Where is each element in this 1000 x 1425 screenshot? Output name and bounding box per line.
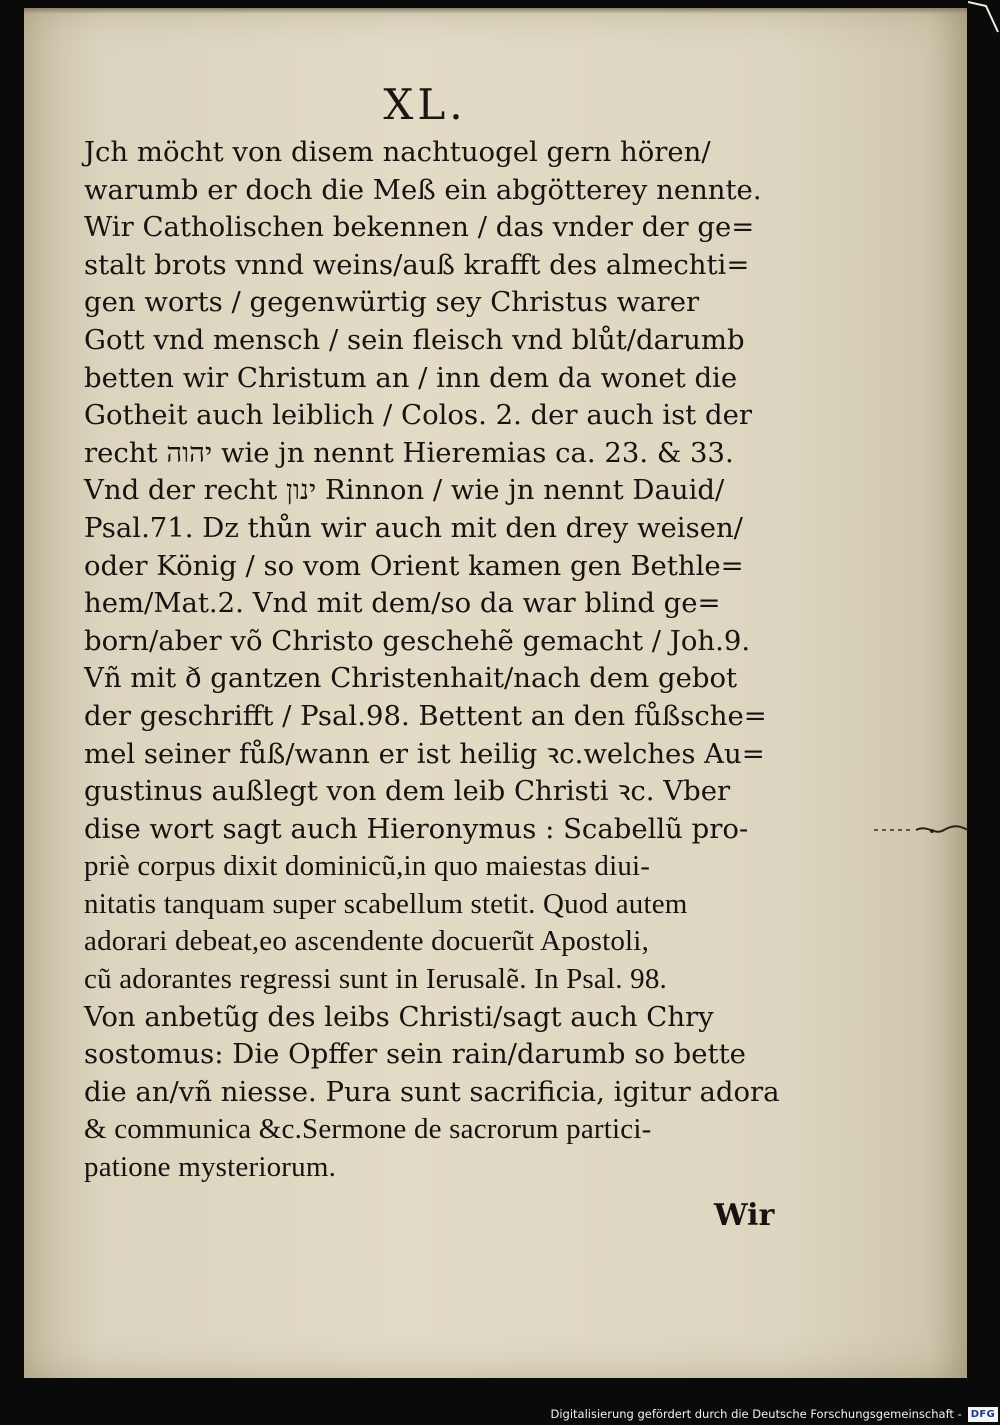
text-line-latin: patione mysteriorum. xyxy=(84,1151,337,1184)
text-line: mel seiner fůß/wann er ist heilig ꝛc.welches Au= xyxy=(84,737,765,770)
text-line: Wir Catholischen bekennen / das vnder der ge= xyxy=(84,211,755,244)
corner-page-tear xyxy=(968,0,1000,40)
text-line: stalt brots vnnd weins/auß krafft des almechti= xyxy=(84,248,750,281)
text-line: die an/vñ niesse. Pura sunt sacrificia, igitur adora xyxy=(84,1075,780,1108)
text-line: dise wort sagt auch Hieronymus : Scabellũ pro- xyxy=(84,812,749,845)
footer-credit-text: Digitalisierung gefördert durch die Deutsche Forschungsgemeinschaft - xyxy=(550,1407,962,1421)
text-line: warumb er doch die Meß ein abgötterey nennte. xyxy=(84,173,762,206)
footer-credit-bar xyxy=(550,1403,998,1425)
text-line-latin: priè corpus dixit dominicũ,in quo maiestas diui- xyxy=(84,850,651,883)
text-line: der geschrifft / Psal.98. Bettent an den fůßsche= xyxy=(84,699,767,732)
folio-number: XL. xyxy=(383,80,467,129)
text-line: betten wir Christum an / inn dem da wonet die xyxy=(84,361,738,394)
text-line-latin: & communica &c.Sermone de sacrorum partici- xyxy=(84,1113,652,1146)
text-line-latin: nitatis tanquam super scabellum stetit. Quod autem xyxy=(84,887,688,920)
text-line-latin: adorari debeat,eo ascendente docuerũt Apostoli, xyxy=(84,925,650,958)
text-line: Jch möcht von disem nachtuogel gern hören/ xyxy=(84,136,711,168)
text-line-latin: cũ adorantes regressi sunt in Ierusalẽ. In Psal. 98. xyxy=(84,963,667,996)
text-line: oder König / so vom Orient kamen gen Bethle= xyxy=(84,549,744,582)
text-line: Gott vnd mensch / sein fleisch vnd blůt/darumb xyxy=(84,323,745,356)
body-text xyxy=(84,134,814,1187)
text-line: hem/Mat.2. Vnd mit dem/so da war blind ge= xyxy=(84,587,721,620)
text-line: born/aber võ Christo geschehẽ gemacht / Joh.9. xyxy=(84,624,751,657)
text-line: sostomus: Die Opffer sein rain/darumb so bette xyxy=(84,1038,746,1071)
text-line: Von anbetũg des leibs Christi/sagt auch Chry xyxy=(84,1000,714,1033)
book-page xyxy=(24,8,967,1378)
text-line: Psal.71. Dz thůn wir auch mit den drey weisen/ xyxy=(84,511,743,544)
catchword: Wir xyxy=(714,1198,775,1233)
text-line: Gotheit auch leiblich / Colos. 2. der auch ist der xyxy=(84,399,753,432)
text-line: Vnd der recht ינון Rinnon / wie jn nennt Dauid/ xyxy=(84,474,725,507)
page-top-edge xyxy=(24,8,967,14)
dfg-logo: DFG xyxy=(968,1407,998,1422)
text-line: gustinus außlegt von dem leib Christi ꝛc. Vber xyxy=(84,775,731,808)
text-line: recht יהוה wie jn nennt Hieremias ca. 23. & 33. xyxy=(84,436,734,469)
text-line: Vñ mit ð gantzen Christenhait/nach dem gebot xyxy=(84,662,738,695)
margin-pointer-mark xyxy=(872,822,972,838)
text-line: gen worts / gegenwürtig sey Christus warer xyxy=(84,286,700,319)
